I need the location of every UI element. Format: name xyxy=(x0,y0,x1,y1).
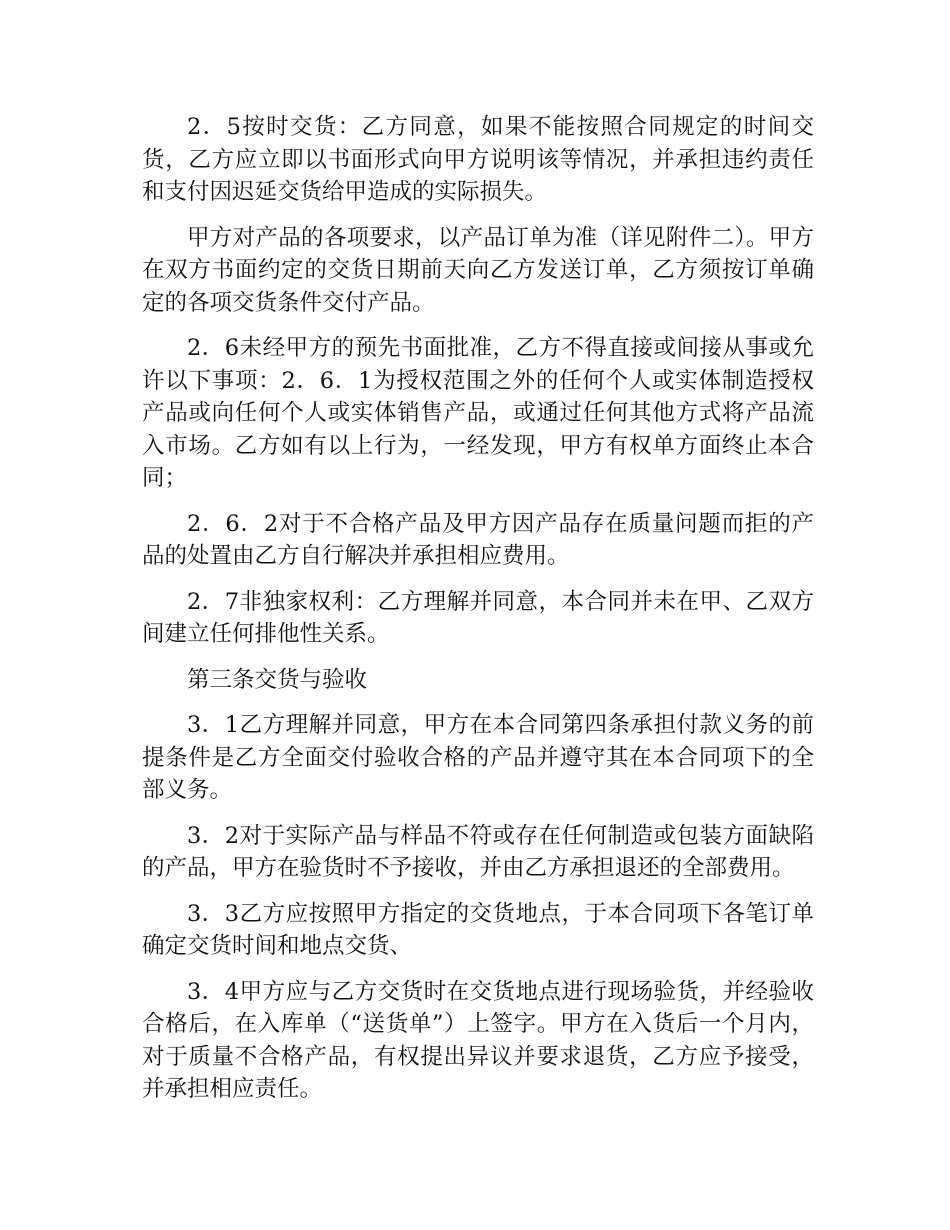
paragraph-3-1: 3．1乙方理解并同意，甲方在本合同第四条承担付款义务的前提条件是乙方全面交付验收合格的产品并遵守其在本合同项下的全部义务。 xyxy=(142,712,814,803)
paragraph-2-7: 2．7非独家权利：乙方理解并同意，本合同并未在甲、乙双方间建立任何排他性关系。 xyxy=(142,588,814,647)
paragraph-3-3: 3．3乙方应按照甲方指定的交货地点，于本合同项下各笔订单确定交货时间和地点交货、 xyxy=(142,900,814,959)
section-heading-article-3: 第三条交货与验收 xyxy=(187,666,368,693)
document-body xyxy=(142,111,814,1119)
paragraph-3-4: 3．4甲方应与乙方交货时在交货地点进行现场验货，并经验收合格后，在入库单（“送货单”）上签字。甲方在入货后一个月内，对于质量不合格产品，有权提出异议并要求退货，乙方应予接受，并承担相应责任。 xyxy=(142,978,814,1102)
paragraph-2-6: 2．6未经甲方的预先书面批准，乙方不得直接或间接从事或允许以下事项：2．6．1为授权范围之外的任何个人或实体制造授权产品或向任何个人或实体销售产品，或通过任何其他方式将产品流入市场。乙方如有以上行为，一经发现，甲方有权单方面终止本合同； xyxy=(142,335,814,491)
paragraph-3-2: 3．2对于实际产品与样品不符或存在任何制造或包装方面缺陷的产品，甲方在验货时不予接收，并由乙方承担退还的全部费用。 xyxy=(142,822,814,881)
paragraph-2-5: 2．5按时交货：乙方同意，如果不能按照合同规定的时间交货，乙方应立即以书面形式向甲方说明该等情况，并承担违约责任和支付因迟延交货给甲造成的实际损失。 xyxy=(142,114,814,205)
paragraph-2-6-2: 2．6．2对于不合格产品及甲方因产品存在质量问题而拒的产品的处置由乙方自行解决并承担相应费用。 xyxy=(142,510,814,569)
paragraph-order-requirements: 甲方对产品的各项要求，以产品订单为准（详见附件二）。甲方在双方书面约定的交货日期前天向乙方发送订单，乙方须按订单确定的各项交货条件交付产品。 xyxy=(142,224,814,316)
